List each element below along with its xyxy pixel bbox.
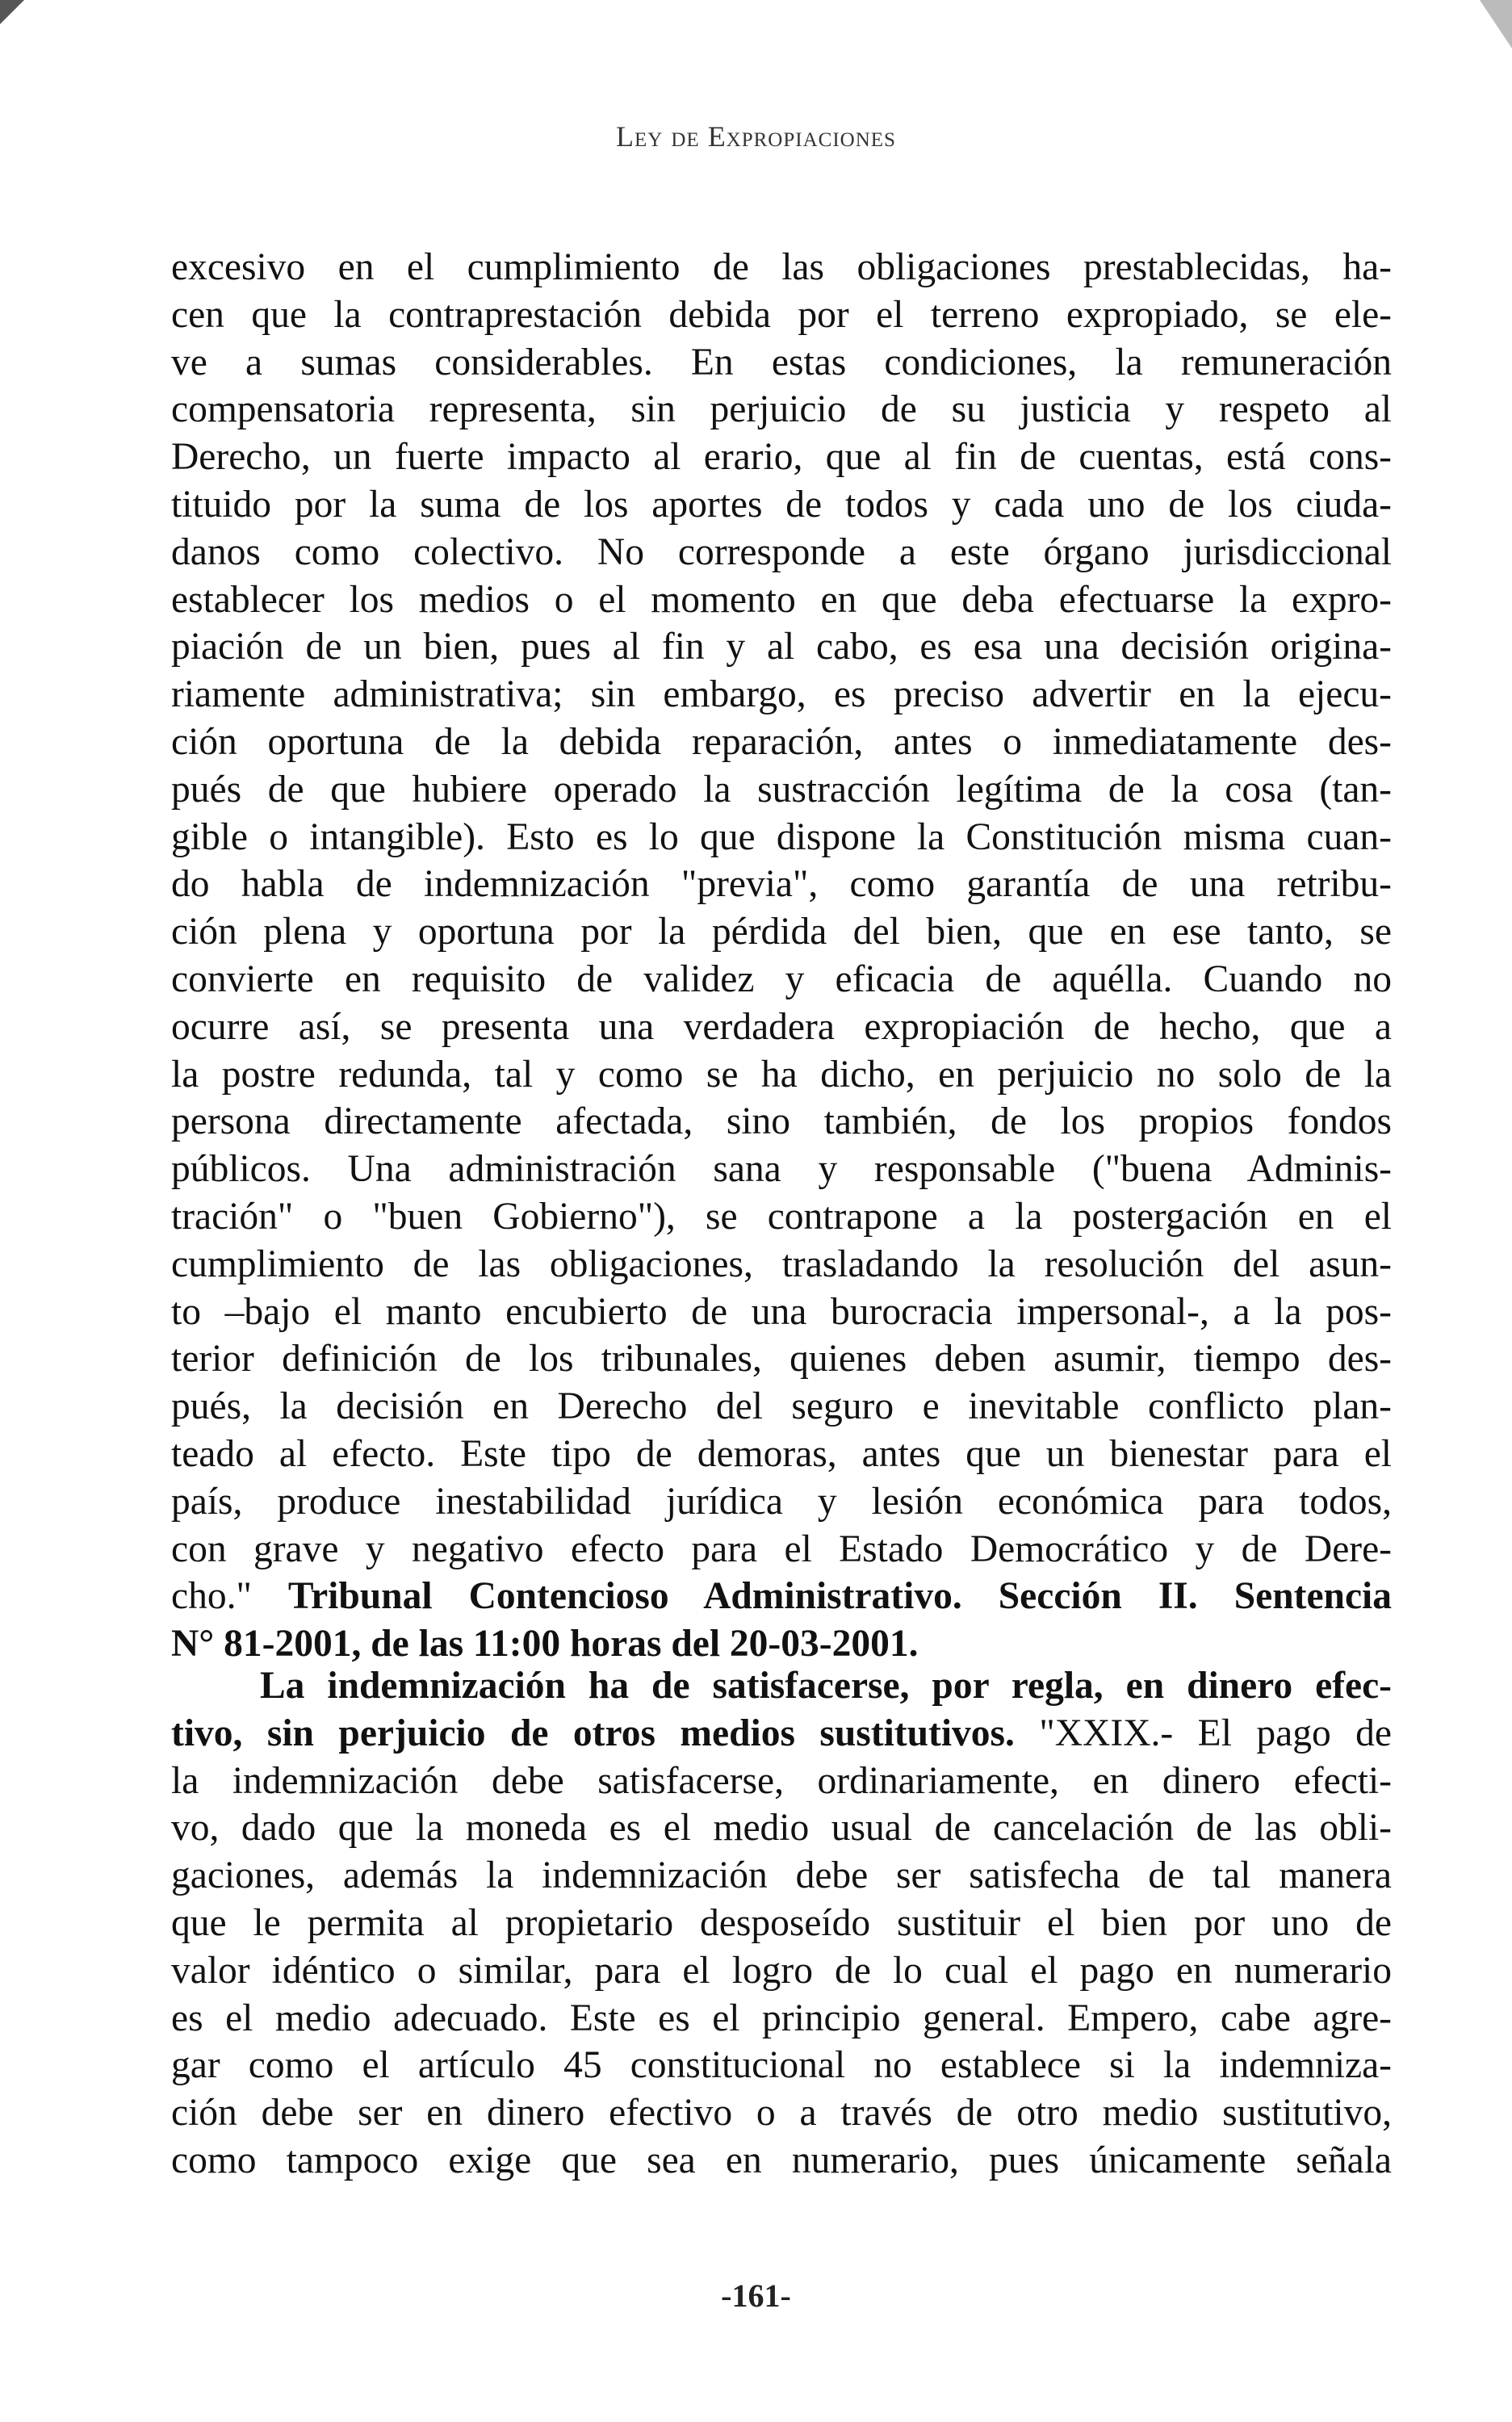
citation-court: Tribunal Contencioso Administrativo. Sección II. Sentencia <box>287 1575 1392 1618</box>
scan-edge-shadow <box>0 0 24 24</box>
citation-sentence-number: N° 81-2001, de las 11:00 horas del 20-03-2001. <box>171 1623 919 1666</box>
text-line: con grave y negativo efecto para el Estado Democrático y de Dere- <box>171 1527 1392 1570</box>
text-line: ción debe ser en dinero efectivo o a través de otro medio sustitutivo, <box>171 2092 1392 2135</box>
text-line: convierte en requisito de validez y eficacia de aquélla. Cuando no <box>171 957 1392 1000</box>
text-line: riamente administrativa; sin embargo, es preciso advertir en la ejecu- <box>171 673 1392 716</box>
text-line: la indemnización debe satisfacerse, ordinariamente, en dinero efecti- <box>171 1759 1392 1802</box>
paragraph-2 <box>171 1662 1392 2185</box>
text-line: públicos. Una administración sana y responsable ("buena Adminis- <box>171 1148 1392 1191</box>
text-line: valor idéntico o similar, para el logro de lo cual el pago en numerario <box>171 1949 1392 1992</box>
text-line: cen que la contraprestación debida por el terreno expropiado, se ele- <box>171 293 1392 336</box>
text-line: danos como colectivo. No corresponde a este órgano jurisdiccional <box>171 530 1392 573</box>
text-line: la postre redunda, tal y como se ha dicho, en perjuicio no solo de la <box>171 1053 1392 1096</box>
section-heading-continuation <box>171 1710 1392 1758</box>
quote-end-text: cho." <box>171 1575 288 1618</box>
scan-edge-shadow <box>1480 0 1512 48</box>
text-line: ve a sumas considerables. En estas condiciones, la remuneración <box>171 341 1392 383</box>
text-line: compensatoria representa, sin perjuicio de su justicia y respeto al <box>171 388 1392 431</box>
text-line: to –bajo el manto encubierto de una burocracia impersonal-, a la pos- <box>171 1290 1392 1333</box>
text-line: pués, la decisión en Derecho del seguro e inevitable conflicto plan- <box>171 1385 1392 1428</box>
text-line: que le permita al propietario desposeído sustituir el bien por uno de <box>171 1901 1392 1944</box>
text-line: vo, dado que la moneda es el medio usual de cancelación de las obli- <box>171 1807 1392 1850</box>
text-line: teado al efecto. Este tipo de demoras, antes que un bienestar para el <box>171 1432 1392 1475</box>
text-line: como tampoco exige que sea en numerario, pues únicamente señala <box>171 2139 1392 2181</box>
text-line: pués de que hubiere operado la sustracción legítima de la cosa (tan- <box>171 768 1392 811</box>
page-number: -161- <box>721 2277 791 2314</box>
text-line: ocurre así, se presenta una verdadera expropiación de hecho, que a <box>171 1005 1392 1048</box>
text-line: gaciones, además la indemnización debe ser satisfecha de tal manera <box>171 1854 1392 1897</box>
text-line: gible o intangible). Esto es lo que dispone la Constitución misma cuan- <box>171 815 1392 858</box>
text-line: establecer los medios o el momento en que deba efectuarse la expro- <box>171 578 1392 621</box>
text-line: país, produce inestabilidad jurídica y lesión económica para todos, <box>171 1480 1392 1523</box>
text-line: excesivo en el cumplimiento de las obligaciones prestablecidas, ha- <box>171 246 1392 288</box>
paragraph-1 <box>171 244 1392 1668</box>
text-line: ción plena y oportuna por la pérdida del bien, que en ese tanto, se <box>171 911 1392 953</box>
section-heading-end: tivo, sin perjuicio de otros medios sustitutivos. <box>171 1712 1015 1754</box>
text-line-citation-start <box>171 1573 1392 1620</box>
text-line: es el medio adecuado. Este es el principio general. Empero, cabe agre- <box>171 1997 1392 2039</box>
text-line: do habla de indemnización "previa", como garantía de una retribu- <box>171 863 1392 906</box>
text-line: cumplimiento de las obligaciones, trasladando la resolución del asun- <box>171 1242 1392 1285</box>
text-line: tituido por la suma de los aportes de todos y cada uno de los ciuda- <box>171 483 1392 526</box>
text-line: Derecho, un fuerte impacto al erario, que al fin de cuentas, está cons- <box>171 436 1392 479</box>
text-line: piación de un bien, pues al fin y al cabo, es esa una decisión origina- <box>171 626 1392 668</box>
text-line: tración" o "buen Gobierno"), se contrapone a la postergación en el <box>171 1195 1392 1238</box>
text-line: persona directamente afectada, sino también, de los propios fondos <box>171 1100 1392 1143</box>
text-line: gar como el artículo 45 constitucional no establece si la indemniza- <box>171 2044 1392 2087</box>
text-line: terior definición de los tribunales, quienes deben asumir, tiempo des- <box>171 1338 1392 1381</box>
running-header: Ley de Expropiaciones <box>616 120 896 153</box>
quote-start-text: "XXIX.- El pago de <box>1014 1712 1392 1754</box>
text-line: ción oportuna de la debida reparación, antes o inmediatamente des- <box>171 720 1392 763</box>
section-heading-line: La indemnización ha de satisfacerse, por regla, en dinero efec- <box>260 1665 1392 1707</box>
